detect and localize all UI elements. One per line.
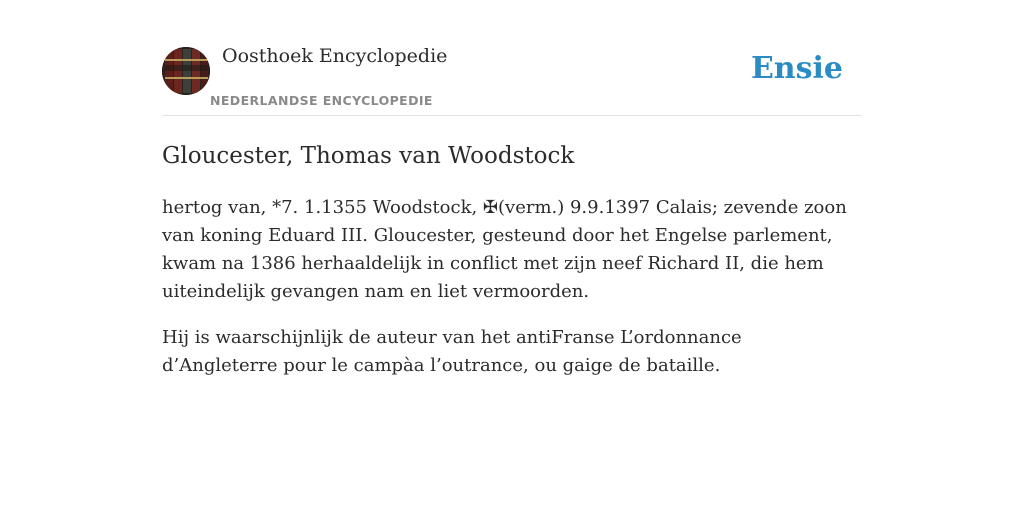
article-title: Gloucester, Thomas van Woodstock <box>162 143 575 169</box>
source-name[interactable]: Oosthoek Encyclopedie <box>222 45 448 67</box>
source-avatar[interactable] <box>162 47 210 95</box>
article-container <box>162 0 862 380</box>
article-paragraph: Hij is waarschijnlijk de auteur van het antiFranse L’ordonnance d’Angleterre pour le campàa l’outrance, ou gaige de bataille. <box>162 327 742 376</box>
brand-logo-link[interactable]: Ensie <box>750 51 843 86</box>
source-subtitle: NEDERLANDSE ENCYCLOPEDIE <box>210 93 433 108</box>
header <box>162 0 862 116</box>
article-paragraph: hertog van, *7. 1.1355 Woodstock, ✠(verm.) 9.9.1397 Calais; zevende zoon van koning Eduard III. Gloucester, gesteund door het Engelse parlement, kwam na 1386 herhaaldelijk in conflict met zijn neef Richard II, die hem uiteindelijk gevangen nam en liet vermoorden. <box>162 197 847 302</box>
